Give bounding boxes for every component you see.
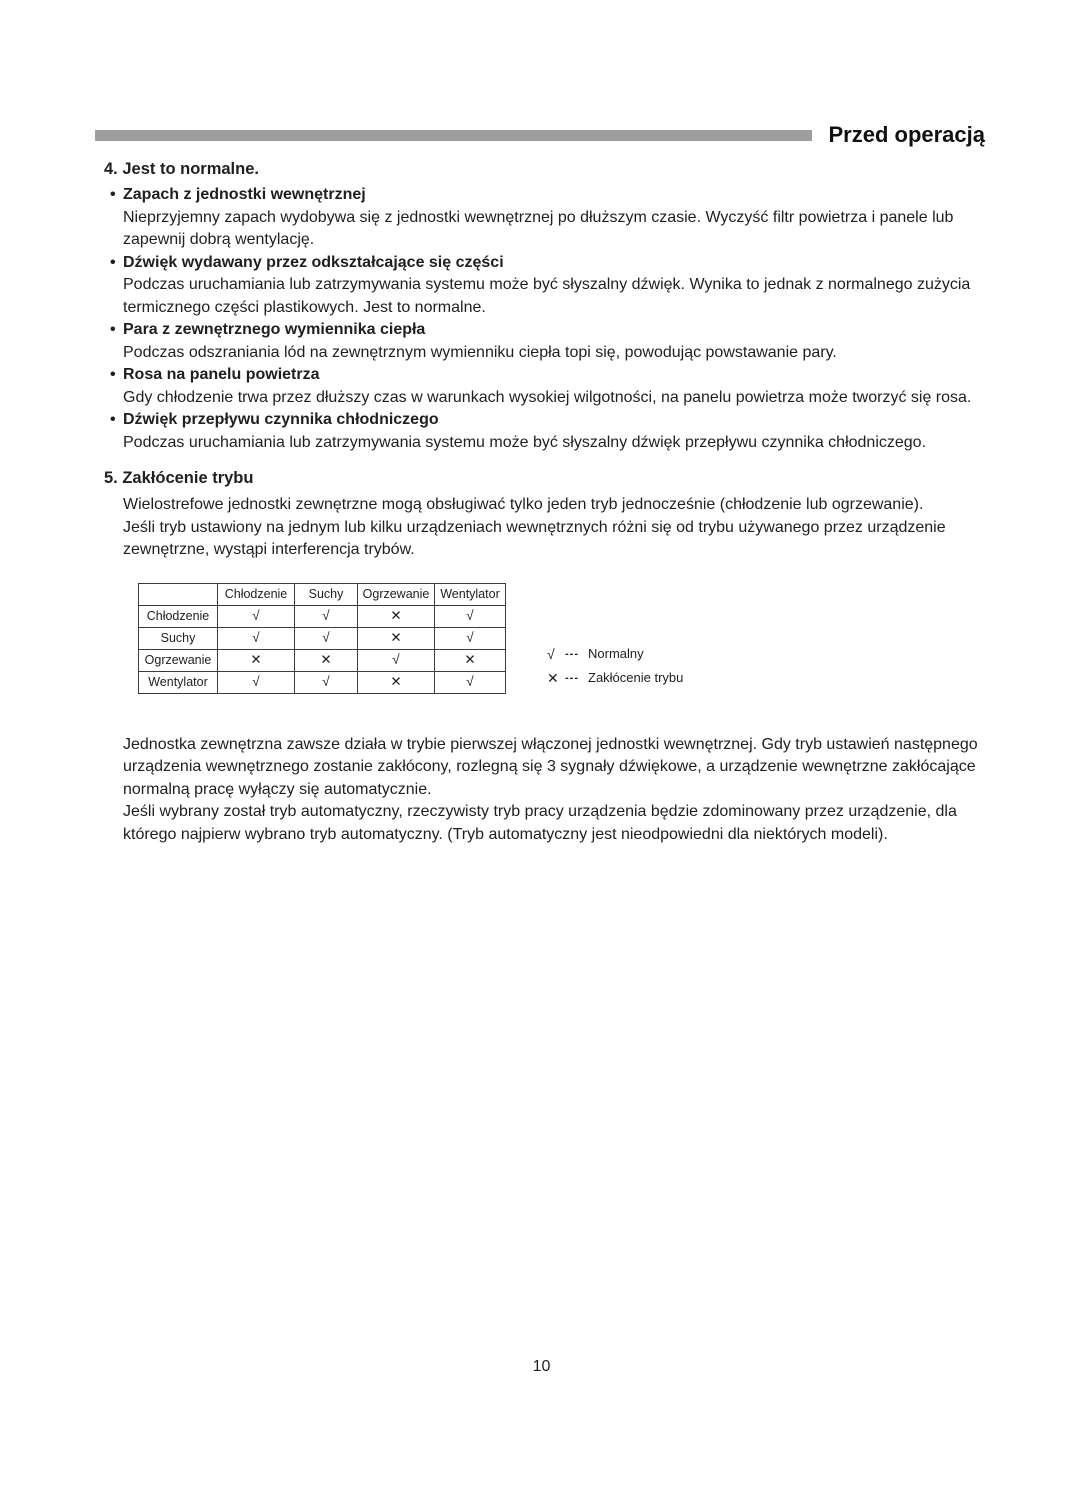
paragraph: Wielostrefowe jednostki zewnętrzne mogą obsługiwać tylko jeden tryb jednocześnie (chłodzenie lub ogrzewanie). [123, 496, 924, 513]
list-item [104, 252, 985, 320]
legend-separator: --- [565, 672, 579, 685]
item-body: Podczas odszraniania lód na zewnętrznym wymienniku ciepła topi się, powodując powstawanie pary. [123, 343, 837, 361]
cross-icon: ✕ [547, 670, 559, 687]
table-cell: √ [435, 605, 506, 627]
table-legend [547, 643, 683, 694]
bullet-icon: • [110, 186, 116, 203]
table-cell: √ [358, 649, 435, 671]
table-row-label: Chłodzenie [139, 605, 218, 627]
table-cell: ✕ [435, 649, 506, 671]
header-rule [95, 130, 812, 141]
table-corner-cell [139, 583, 218, 605]
page-header [95, 122, 985, 148]
table-header-cell: Chłodzenie [218, 583, 295, 605]
list-item [104, 409, 985, 454]
table-cell: √ [435, 671, 506, 693]
page-number: 10 [532, 1358, 551, 1375]
table-cell: √ [295, 605, 358, 627]
legend-item [547, 643, 683, 667]
table-cell: ✕ [295, 649, 358, 671]
table-cell: √ [295, 627, 358, 649]
table-cell: ✕ [358, 671, 435, 693]
table-cell: √ [295, 671, 358, 693]
table-area [138, 583, 985, 694]
table-cell: √ [218, 627, 295, 649]
item-title: Dźwięk wydawany przez odkształcające się części [123, 253, 504, 271]
bullet-icon: • [110, 411, 116, 428]
table-row-label: Suchy [139, 627, 218, 649]
section-5-heading: 5. Zakłócenie trybu [104, 469, 254, 487]
page-title: Przed operacją [828, 122, 985, 147]
list-item [104, 184, 985, 252]
item-body: Nieprzyjemny zapach wydobywa się z jednostki wewnętrznej po dłuższym czasie. Wyczyść filtr powietrza i panele lub zapewnij dobrą wentylację. [123, 208, 954, 248]
page-content [104, 158, 985, 846]
item-title: Rosa na panelu powietrza [123, 366, 320, 383]
table-row [139, 671, 506, 693]
bullet-icon: • [110, 253, 116, 271]
table-row [139, 627, 506, 649]
table-cell: ✕ [218, 649, 295, 671]
legend-label: Normalny [588, 646, 644, 662]
table-cell: √ [435, 627, 506, 649]
table-cell: √ [218, 671, 295, 693]
paragraph: Jeśli wybrany został tryb automatyczny, rzeczywisty tryb pracy urządzenia będzie zdominowany przez urządzenie, dla którego najpierw wybrano tryb automatyczny. (Tryb automatyczny jest nieodpowiedni dla niektórych modeli). [123, 803, 957, 843]
table-header-cell: Ogrzewanie [358, 583, 435, 605]
section-5 [104, 467, 985, 846]
table-header-cell: Suchy [295, 583, 358, 605]
bullet-icon: • [110, 366, 116, 383]
paragraph: Jednostka zewnętrzna zawsze działa w trybie pierwszej włączonej jednostki wewnętrznej. Gdy tryb ustawień następnego urządzenia wewnętrznego zostanie zakłócony, rozlegną się 3 sygnały dźwiękowe, a urządzenie wewnętrzne zakłócające normalną pracę wyłączy się automatycznie. [123, 735, 978, 798]
table-row [139, 649, 506, 671]
item-title: Zapach z jednostki wewnętrznej [123, 186, 366, 203]
list-item [104, 364, 985, 409]
item-body: Gdy chłodzenie trwa przez dłuższy czas w warunkach wysokiej wilgotności, na panelu powietrza może tworzyć się rosa. [123, 388, 972, 406]
legend-item [547, 667, 683, 691]
item-title: Dźwięk przepływu czynnika chłodniczego [123, 411, 439, 428]
table-row [139, 605, 506, 627]
table-header-row [139, 583, 506, 605]
section-4 [104, 158, 985, 454]
section-4-heading: 4. Jest to normalne. [104, 160, 259, 178]
paragraph: Jeśli tryb ustawiony na jednym lub kilku urządzeniach wewnętrznych różni się od trybu używanego przez urządzenie zewnętrzne, wystąpi interferencja trybów. [123, 518, 946, 558]
table-cell: ✕ [358, 605, 435, 627]
check-icon: √ [547, 646, 555, 663]
legend-separator: --- [565, 648, 579, 661]
item-body: Podczas uruchamiania lub zatrzymywania systemu może być słyszalny dźwięk. Wynika to jednak z normalnego zużycia termicznego części plastikowych. Jest to normalne. [123, 276, 971, 316]
table-row-label: Wentylator [139, 671, 218, 693]
table-row-label: Ogrzewanie [139, 649, 218, 671]
table-header-cell: Wentylator [435, 583, 506, 605]
list-item [104, 319, 985, 364]
item-title: Para z zewnętrznego wymiennika ciepła [123, 321, 426, 338]
closing-text [104, 734, 985, 847]
table-cell: √ [218, 605, 295, 627]
table-cell: ✕ [358, 627, 435, 649]
bullet-icon: • [110, 321, 116, 338]
legend-label: Zakłócenie trybu [588, 670, 684, 686]
item-body: Podczas uruchamiania lub zatrzymywania systemu może być słyszalny dźwięk przepływu czynnika chłodniczego. [123, 433, 927, 451]
mode-compatibility-table [138, 583, 506, 694]
